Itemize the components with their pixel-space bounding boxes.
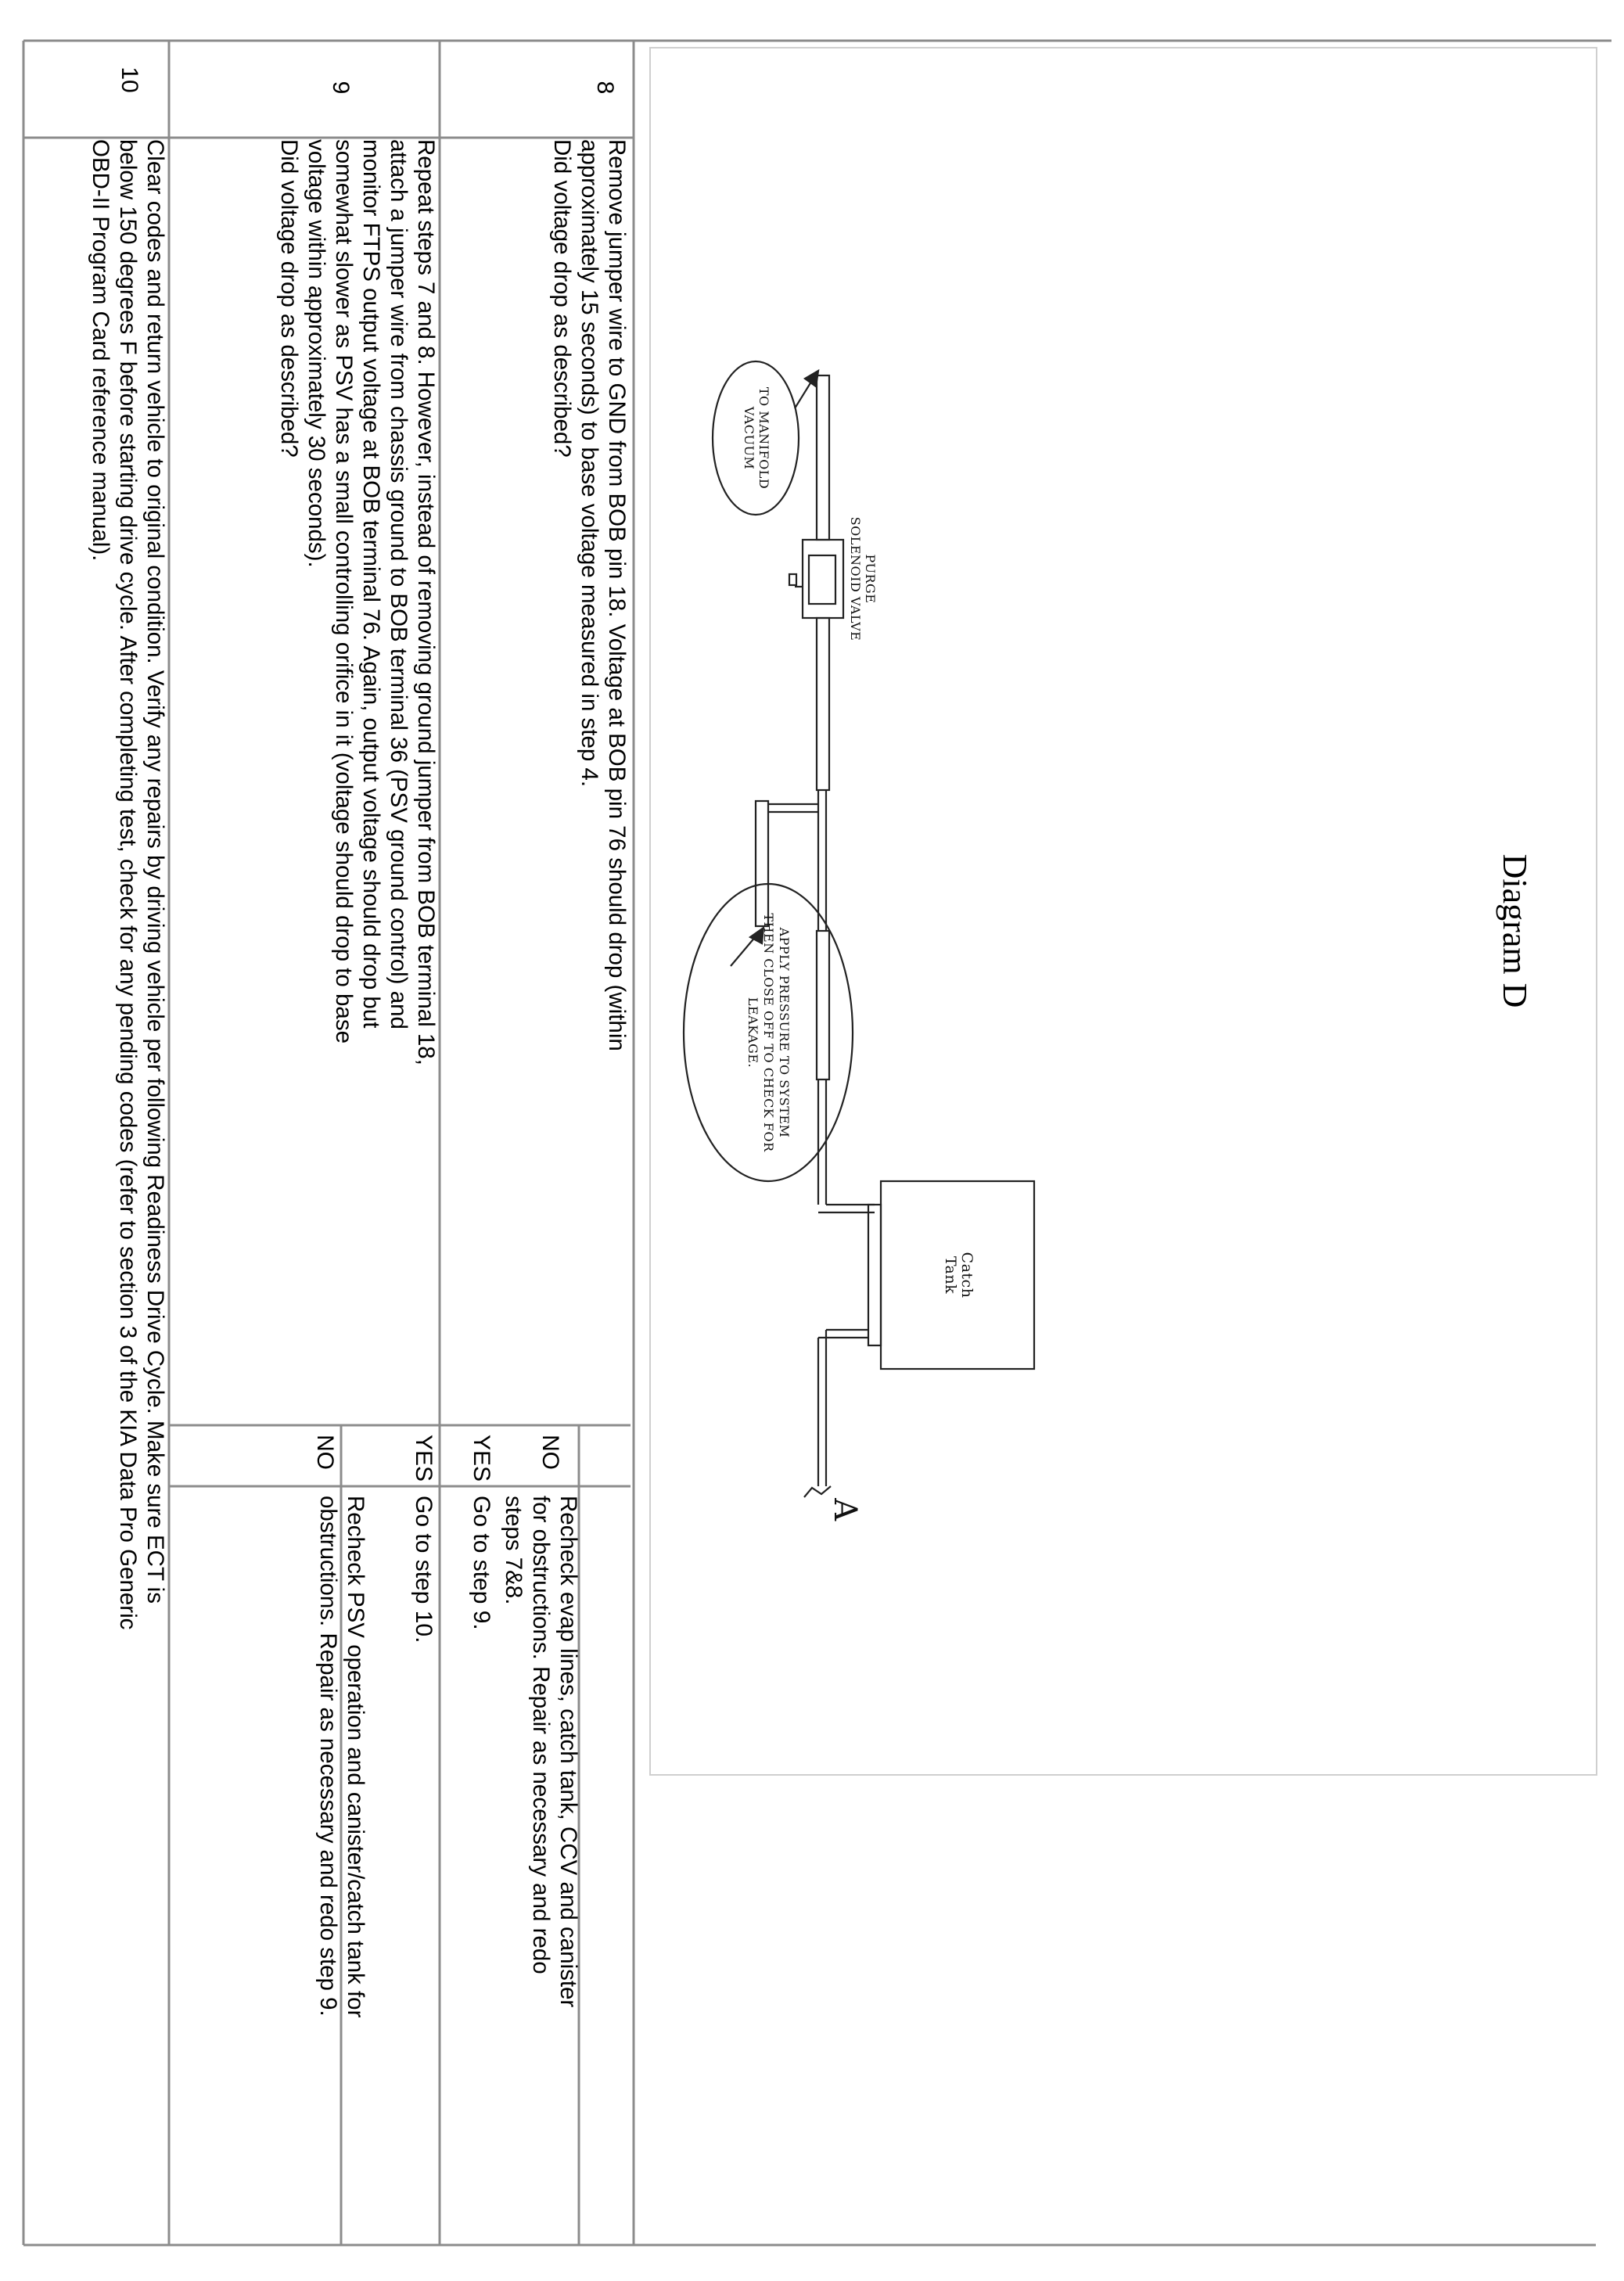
sol-label <box>848 501 878 657</box>
s10-l1: Clear codes and return vehicle to original condition. Verify any repairs by driving vehicle per following Readiness Drive Cycle. Make sure ECT is <box>142 139 168 1604</box>
step-8-no-act <box>500 1496 582 2262</box>
row-10-block <box>23 41 169 2245</box>
vac-label <box>742 368 771 508</box>
row-8-block <box>440 41 634 2245</box>
s8-l3: Did voltage drop as described? <box>549 139 575 458</box>
row-8-rot <box>440 41 634 2245</box>
s9-no-2: obstructions. Repair as necessary and redo step 9. <box>315 1496 341 2017</box>
step-9-yes-action: Go to step 10. <box>411 1496 437 1643</box>
step-8-yes-act: Go to step 9. <box>469 1496 494 1630</box>
inlet-pipe <box>817 375 829 540</box>
tnk-label-1: Catch <box>958 1252 975 1299</box>
s9-l4: somewhat slower as PSV has a small controlling orifice in it (voltage should drop to base <box>331 139 357 1044</box>
s9-no-1: Recheck PSV operation and canister/catch tank for <box>343 1496 368 2018</box>
press-label-2: THEN CLOSE OFF TO CHECK FOR <box>761 913 776 1152</box>
outlet-pipe <box>817 618 829 790</box>
step-10-text <box>87 139 169 2236</box>
diagram-d-title: Diagram D <box>1496 853 1534 1008</box>
sol-label-2: SOLENOID VALVE <box>848 516 863 641</box>
step-9-num: 9 <box>328 81 354 95</box>
row-9-block <box>169 41 440 2245</box>
step-10-num: 10 <box>117 66 142 93</box>
a-label: A <box>827 1498 863 1521</box>
s9-l2: attach a jumper wire from chassis ground to BOB terminal 36 (PSV ground control) and <box>386 139 411 1029</box>
step-9-text <box>275 139 440 1422</box>
tnk-label-2: Tank <box>942 1255 959 1295</box>
s8-l2: approximately 15 seconds) to base voltage measured in step 4. <box>577 139 602 788</box>
step-9-yes-label: YES <box>411 1435 437 1482</box>
step-9-no-label: NO <box>312 1435 338 1470</box>
press-label <box>745 901 792 1164</box>
s10-l3: OBD-II Program Card reference manual). <box>88 139 113 562</box>
s8-no-3: steps 7&8. <box>501 1496 526 1605</box>
s8-l1: Remove jumper wire to GND from BOB pin 18. Voltage at BOB pin 76 should drop (within <box>604 139 630 1051</box>
vac-label-1: TO MANIFOLD <box>756 386 771 490</box>
s9-l1: Repeat steps 7 and 8. However, instead of removing ground jumper from BOB terminal 18, <box>413 139 439 1065</box>
sol-label-1: PURGE <box>863 554 878 604</box>
row-9-rot <box>169 41 440 2245</box>
step-8-yes: YES <box>469 1435 494 1482</box>
s9-l3: monitor FTPS output voltage at BOB terminal 76. Again, output voltage should drop but <box>358 139 384 1029</box>
press-label-3: LEAKAGE. <box>746 997 760 1069</box>
s10-l2: below 150 degrees F before starting drive cycle. After completing test, check for any pending codes (refer to section 3 of the KIA Data Pro Generic <box>115 139 141 1630</box>
row-10-rot <box>23 41 169 2245</box>
step-8-no: NO <box>537 1435 563 1470</box>
s9-l6: Did voltage drop as described? <box>276 139 302 458</box>
step-8-num: 8 <box>592 81 618 95</box>
vac-label-2: VACUUM <box>742 406 756 470</box>
step-9-no-action <box>314 1496 369 2262</box>
diagram-d-rot <box>649 47 1597 1776</box>
tnk-label <box>942 1212 975 1338</box>
s8-no-1: Recheck evap lines, catch tank, CCV and canister <box>555 1496 581 2008</box>
press-label-1: APPLY PRESSURE TO SYSTEM <box>777 927 792 1138</box>
s8-no-2: for obstructions. Repair as necessary and redo <box>528 1496 554 1974</box>
s9-l5: voltage within approximately 30 seconds). <box>304 139 329 568</box>
feed-pipe <box>817 931 829 1079</box>
step-8-text <box>548 139 631 1422</box>
